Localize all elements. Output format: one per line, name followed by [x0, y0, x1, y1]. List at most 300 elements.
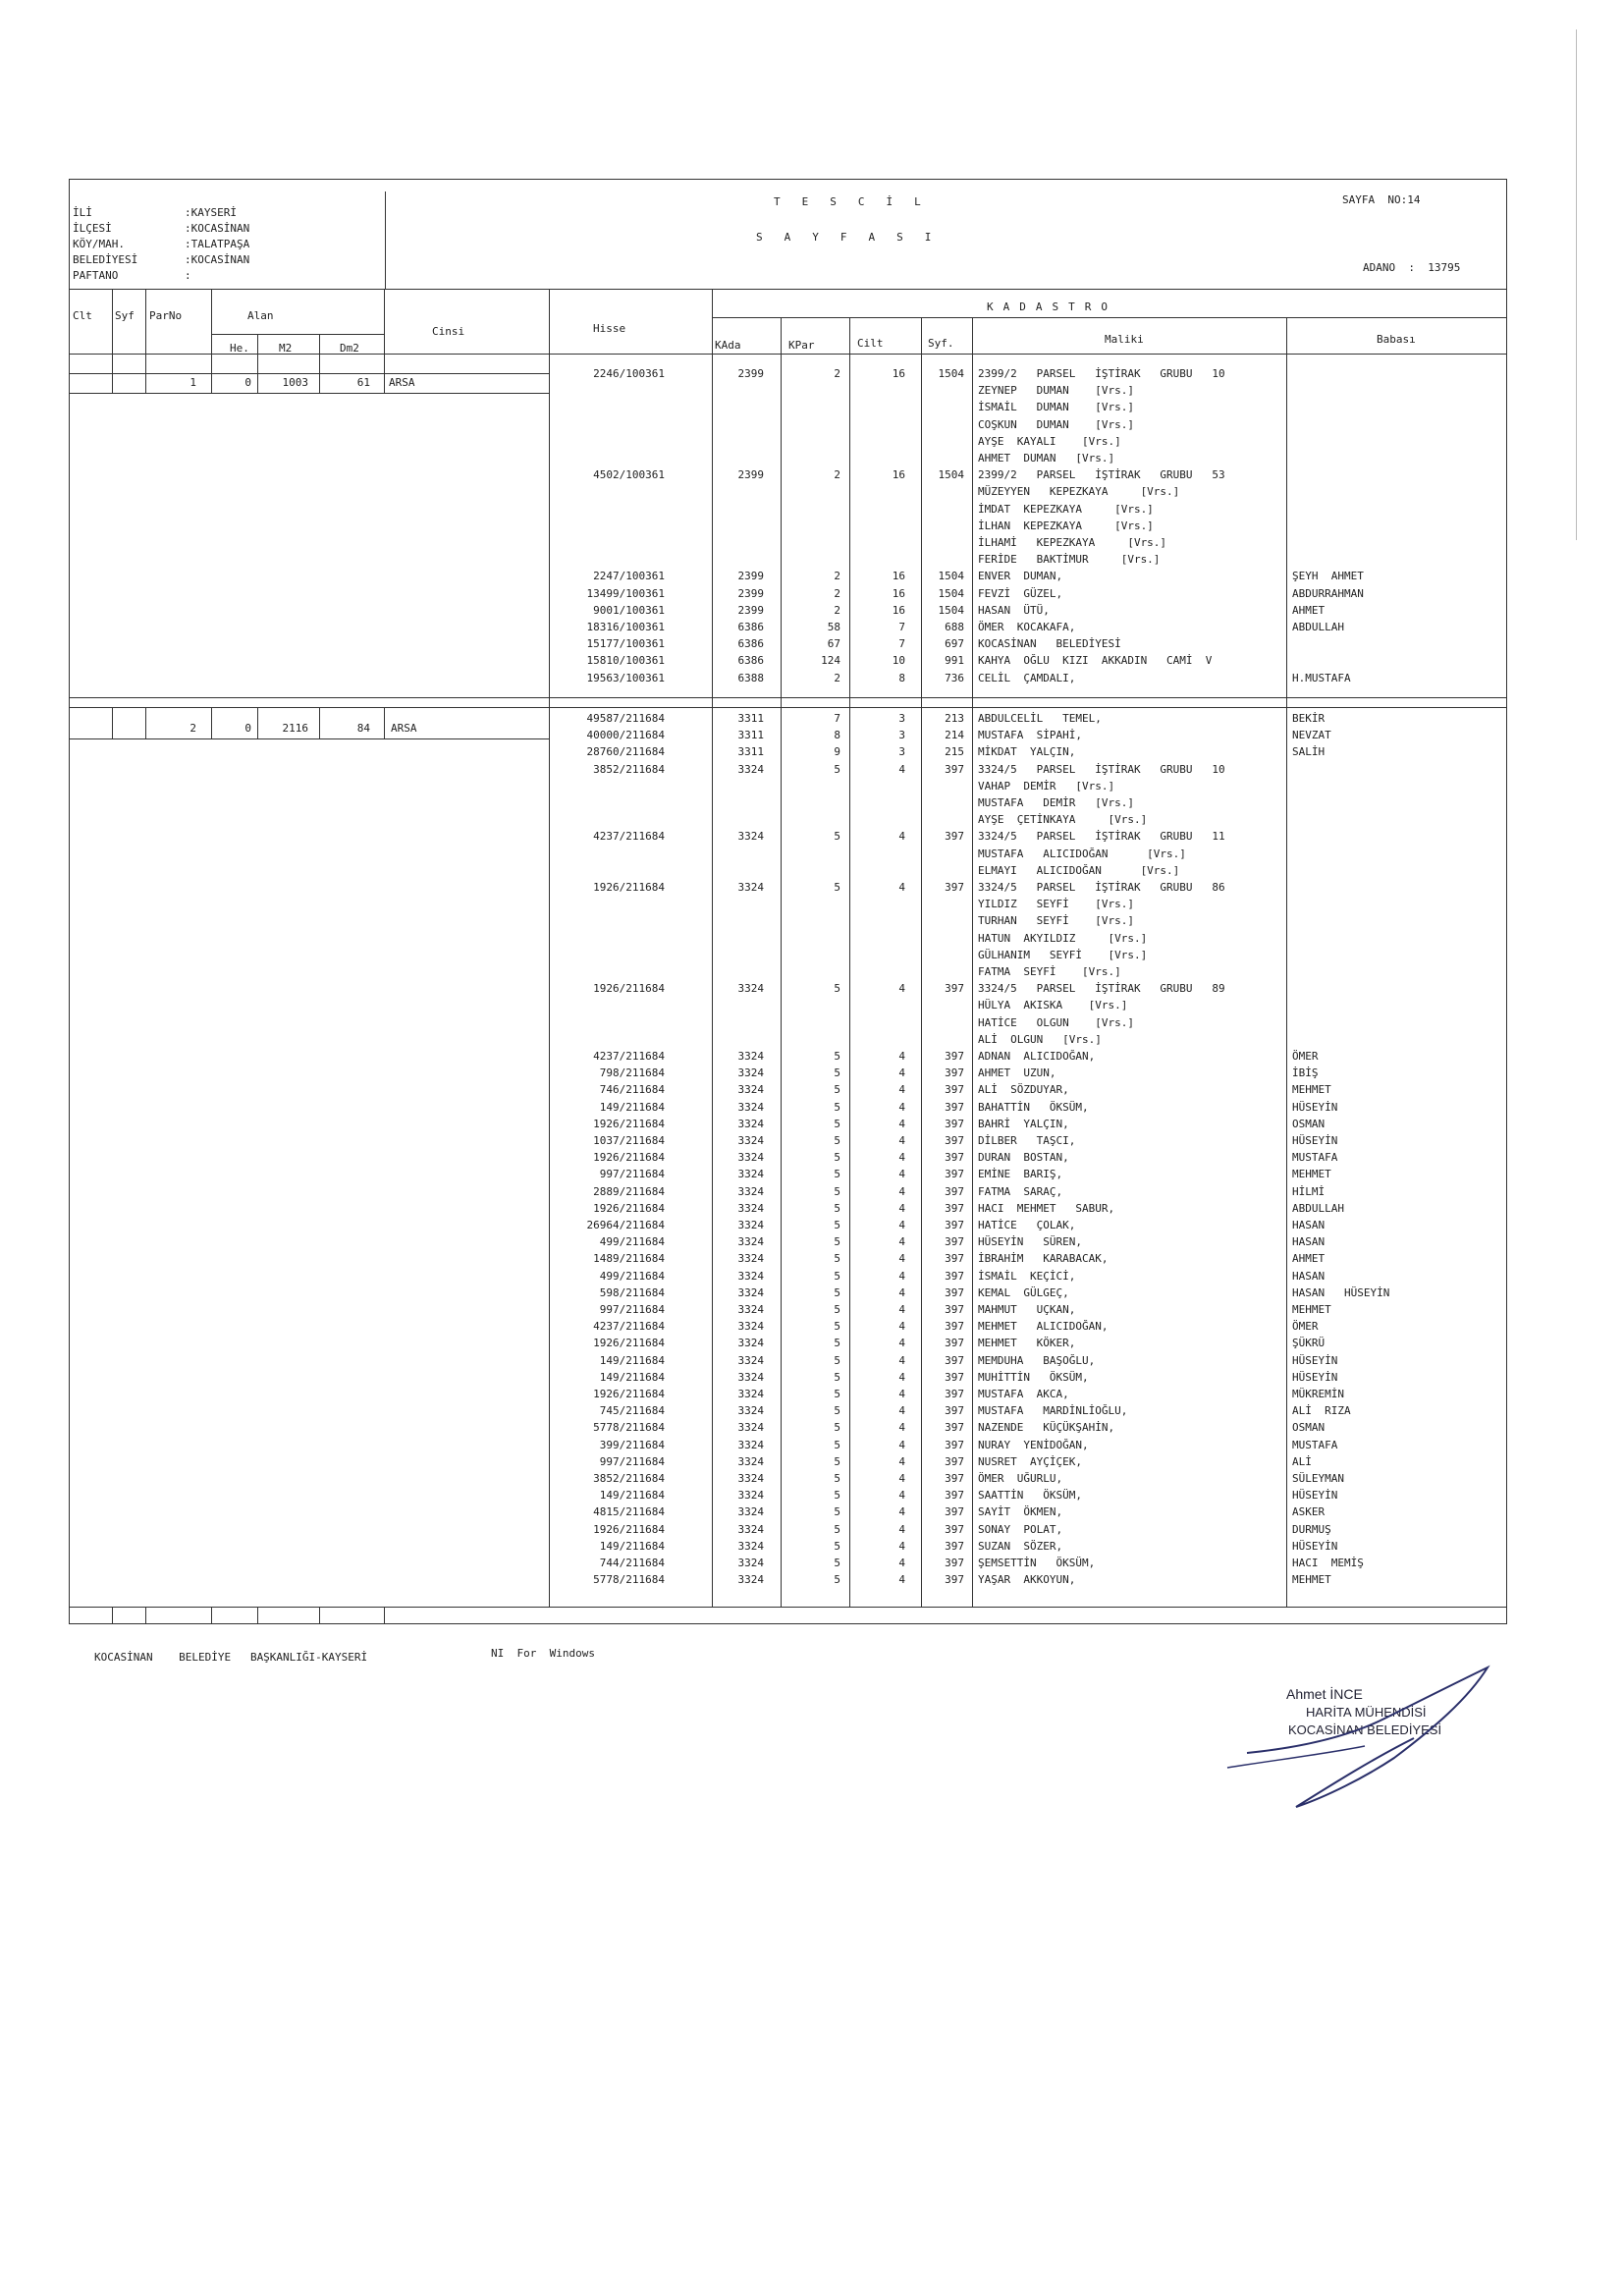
table-cell-maliki: AYŞE ÇETİNKAYA [Vrs.] [978, 813, 1148, 827]
table-cell-syf: 397 [945, 1337, 964, 1350]
table-cell-maliki: ALİ OLGUN [Vrs.] [978, 1032, 1102, 1046]
col-line [145, 1607, 146, 1624]
table-cell-kpar: 5 [834, 881, 840, 894]
table-cell-cilt: 4 [898, 1100, 905, 1114]
table-cell-maliki: DİLBER TAŞCI, [978, 1134, 1076, 1147]
table-cell-syf: 397 [945, 881, 964, 894]
pafta-label: PAFTANO [73, 269, 119, 282]
table-cell-babasi: AHMET [1292, 603, 1326, 617]
table-cell-babasi: HÜSEYİN [1292, 1539, 1338, 1553]
table-cell-syf: 1504 [938, 570, 964, 583]
table-cell-babasi: ALİ RIZA [1292, 1404, 1351, 1418]
table-cell-maliki: NAZENDE KÜÇÜKŞAHİN, [978, 1421, 1115, 1435]
table-cell-babasi: ŞÜKRÜ [1292, 1337, 1326, 1350]
col-line [712, 289, 713, 1607]
table-cell-babasi: NEVZAT [1292, 729, 1331, 742]
table-cell-syf: 1504 [938, 367, 964, 380]
table-cell-syf: 397 [945, 1050, 964, 1063]
table-cell-kada: 2399 [737, 468, 764, 482]
table-cell-kada: 2399 [737, 603, 764, 617]
table-cell-maliki: KEMAL GÜLGEÇ, [978, 1285, 1069, 1299]
table-cell-kada: 2399 [737, 570, 764, 583]
table-cell-maliki: NUSRET AYÇİÇEK, [978, 1454, 1082, 1468]
table-cell-kpar: 5 [834, 1320, 840, 1334]
table-cell-hisse: 49587/211684 [586, 712, 665, 725]
table-cell-maliki: ALİ SÖZDUYAR, [978, 1083, 1069, 1097]
page-edge-line [1576, 29, 1577, 540]
table-cell-maliki: HÜSEYİN SÜREN, [978, 1235, 1082, 1249]
table-cell-kpar: 5 [834, 1066, 840, 1080]
table-cell-cilt: 4 [898, 1505, 905, 1519]
table-cell-babasi: HÜSEYİN [1292, 1370, 1338, 1384]
table-cell-hisse: 4237/211684 [593, 1320, 665, 1334]
parcel1-row-rule [69, 373, 550, 374]
table-cell-hisse: 5778/211684 [593, 1421, 665, 1435]
table-cell-syf: 397 [945, 1438, 964, 1451]
table-cell-cilt: 4 [898, 881, 905, 894]
title-tescil: TESCİL [774, 195, 943, 208]
table-cell-kpar: 5 [834, 1489, 840, 1503]
table-cell-syf: 397 [945, 1201, 964, 1215]
table-cell-kada: 3324 [737, 1438, 764, 1451]
table-cell-cilt: 4 [898, 982, 905, 996]
table-cell-hisse: 4237/211684 [593, 1050, 665, 1063]
table-cell-kada: 3324 [737, 1522, 764, 1536]
table-cell-maliki: SONAY POLAT, [978, 1522, 1063, 1536]
col-line [112, 1607, 113, 1624]
table-cell-hisse: 3852/211684 [593, 1472, 665, 1485]
table-cell-cilt: 8 [898, 671, 905, 684]
parcel1-m2: 1003 [282, 376, 308, 389]
stamp-title: HARİTA MÜHENDİSİ [1306, 1705, 1427, 1720]
table-cell-babasi: HÜSEYİN [1292, 1353, 1338, 1367]
table-cell-maliki: 2399/2 PARSEL İŞTİRAK GRUBU 53 [978, 468, 1225, 482]
table-cell-hisse: 5778/211684 [593, 1573, 665, 1587]
table-cell-hisse: 19563/100361 [586, 671, 665, 684]
table-cell-babasi: HASAN [1292, 1269, 1326, 1283]
table-cell-babasi: ALİ [1292, 1454, 1312, 1468]
table-cell-maliki: MUHİTTİN ÖKSÜM, [978, 1370, 1089, 1384]
kadastro-rule [712, 317, 1507, 318]
table-cell-maliki: BAHRİ YALÇIN, [978, 1117, 1069, 1130]
table-cell-babasi: HÜSEYİN [1292, 1134, 1338, 1147]
belediye-value: :KOCASİNAN [185, 253, 250, 266]
table-cell-hisse: 499/211684 [599, 1235, 665, 1249]
parcel1-row-rule2 [69, 393, 550, 394]
table-cell-cilt: 3 [898, 712, 905, 725]
table-cell-syf: 397 [945, 762, 964, 776]
table-cell-syf: 397 [945, 1454, 964, 1468]
table-cell-maliki: MUSTAFA MARDİNLİOĞLU, [978, 1404, 1128, 1418]
table-cell-babasi: BEKİR [1292, 712, 1326, 725]
table-cell-kada: 3324 [737, 1353, 764, 1367]
table-cell-maliki: GÜLHANIM SEYFİ [Vrs.] [978, 948, 1148, 961]
table-cell-kada: 3324 [737, 1320, 764, 1334]
table-cell-syf: 397 [945, 1219, 964, 1231]
table-cell-maliki: 3324/5 PARSEL İŞTİRAK GRUBU 89 [978, 982, 1225, 996]
table-cell-cilt: 16 [892, 603, 905, 617]
table-cell-syf: 697 [945, 637, 964, 651]
table-cell-cilt: 4 [898, 1219, 905, 1231]
table-cell-hisse: 4815/211684 [593, 1505, 665, 1519]
il-value: :KAYSERİ [185, 206, 237, 219]
col-clt: Clt [73, 309, 92, 322]
table-cell-babasi: DURMUŞ [1292, 1522, 1331, 1536]
table-cell-cilt: 4 [898, 830, 905, 844]
table-cell-babasi: MUSTAFA [1292, 1151, 1338, 1165]
table-cell-syf: 397 [945, 1269, 964, 1283]
table-cell-cilt: 4 [898, 1269, 905, 1283]
table-cell-kada: 3324 [737, 1505, 764, 1519]
table-cell-maliki: MUSTAFA AKCA, [978, 1388, 1069, 1400]
table-cell-kada: 3324 [737, 1201, 764, 1215]
table-cell-maliki: ŞEMSETTİN ÖKSÜM, [978, 1557, 1096, 1569]
table-cell-kpar: 5 [834, 1454, 840, 1468]
col-line [211, 707, 212, 738]
table-cell-babasi: ASKER [1292, 1505, 1326, 1519]
alan-rule [211, 334, 384, 335]
table-cell-hisse: 1926/211684 [593, 1388, 665, 1400]
table-cell-hisse: 1037/211684 [593, 1134, 665, 1147]
table-cell-cilt: 4 [898, 1050, 905, 1063]
table-cell-kpar: 5 [834, 1337, 840, 1350]
table-cell-cilt: 4 [898, 1388, 905, 1400]
col-m2: M2 [279, 342, 293, 355]
table-cell-babasi: HÜSEYİN [1292, 1100, 1338, 1114]
table-cell-kpar: 2 [834, 468, 840, 482]
table-cell-syf: 397 [945, 1421, 964, 1435]
table-cell-syf: 397 [945, 1557, 964, 1569]
table-cell-syf: 397 [945, 830, 964, 844]
table-cell-maliki: İBRAHİM KARABACAK, [978, 1252, 1109, 1266]
table-cell-kada: 6386 [737, 654, 764, 668]
table-cell-kada: 3324 [737, 1083, 764, 1097]
table-cell-syf: 397 [945, 1252, 964, 1266]
table-cell-cilt: 4 [898, 1557, 905, 1569]
table-cell-maliki: HASAN ÜTÜ, [978, 603, 1050, 617]
table-cell-babasi: ABDULLAH [1292, 1201, 1344, 1215]
table-cell-babasi: HÜSEYİN [1292, 1489, 1338, 1503]
table-cell-kada: 3324 [737, 1184, 764, 1198]
table-cell-kpar: 2 [834, 671, 840, 684]
table-cell-babasi: MEHMET [1292, 1168, 1331, 1181]
table-cell-cilt: 16 [892, 586, 905, 600]
table-cell-kada: 3324 [737, 762, 764, 776]
table-cell-hisse: 2246/100361 [593, 367, 665, 380]
col-line [211, 289, 212, 393]
table-cell-babasi: SALİH [1292, 745, 1326, 759]
table-cell-hisse: 149/211684 [599, 1100, 665, 1114]
table-cell-maliki: YAŞAR AKKOYUN, [978, 1573, 1076, 1587]
table-cell-babasi: ÖMER [1292, 1050, 1319, 1063]
col-line [145, 707, 146, 738]
table-cell-kada: 3324 [737, 1050, 764, 1063]
stamp-org: KOCASİNAN BELEDİYESİ [1288, 1722, 1442, 1737]
ilce-label: İLÇESİ [73, 222, 112, 235]
table-cell-maliki: TURHAN SEYFİ [Vrs.] [978, 914, 1134, 928]
belediye-label: BELEDİYESİ [73, 253, 138, 266]
table-cell-maliki: MAHMUT UÇKAN, [978, 1303, 1076, 1316]
sayfa-no: SAYFA NO:14 [1342, 193, 1421, 206]
table-cell-hisse: 149/211684 [599, 1370, 665, 1384]
table-cell-maliki: İMDAT KEPEZKAYA [Vrs.] [978, 502, 1154, 516]
table-cell-hisse: 746/211684 [599, 1083, 665, 1097]
table-cell-syf: 397 [945, 1320, 964, 1334]
table-cell-maliki: ÖMER KOCAKAFA, [978, 621, 1076, 633]
col-line [849, 317, 850, 1607]
table-cell-hisse: 1926/211684 [593, 1522, 665, 1536]
col-line [319, 1607, 320, 1624]
table-cell-kada: 3324 [737, 1472, 764, 1485]
il-label: İLİ [73, 206, 92, 219]
table-cell-kada: 3324 [737, 1404, 764, 1418]
table-cell-kpar: 5 [834, 1573, 840, 1587]
table-cell-kada: 3324 [737, 1168, 764, 1181]
table-cell-cilt: 4 [898, 1522, 905, 1536]
table-cell-cilt: 4 [898, 1168, 905, 1181]
table-cell-hisse: 149/211684 [599, 1353, 665, 1367]
table-cell-cilt: 16 [892, 570, 905, 583]
table-cell-syf: 397 [945, 1117, 964, 1130]
table-cell-maliki: İLHAMİ KEPEZKAYA [Vrs.] [978, 536, 1167, 549]
table-cell-syf: 397 [945, 1539, 964, 1553]
stamp-name: Ahmet İNCE [1286, 1686, 1363, 1702]
table-cell-hisse: 28760/211684 [586, 745, 665, 759]
table-cell-cilt: 4 [898, 1117, 905, 1130]
parcel2-dm2: 84 [356, 722, 370, 735]
table-cell-cilt: 7 [898, 637, 905, 651]
col-line [257, 1607, 258, 1624]
table-cell-syf: 397 [945, 1573, 964, 1587]
table-cell-kada: 3324 [737, 1370, 764, 1384]
table-cell-kada: 3324 [737, 1117, 764, 1130]
ada-no: ADANO : 13795 [1363, 261, 1461, 274]
table-cell-maliki: FATMA SEYFİ [Vrs.] [978, 965, 1121, 978]
table-cell-kpar: 124 [821, 654, 840, 668]
table-cell-maliki: İSMAİL DUMAN [Vrs.] [978, 401, 1134, 414]
table-cell-syf: 397 [945, 1184, 964, 1198]
table-cell-hisse: 149/211684 [599, 1539, 665, 1553]
table-cell-kpar: 5 [834, 1050, 840, 1063]
table-cell-kpar: 5 [834, 1285, 840, 1299]
parcel2-cinsi: ARSA [391, 722, 417, 735]
table-cell-syf: 397 [945, 1388, 964, 1400]
table-cell-kpar: 5 [834, 762, 840, 776]
table-cell-hisse: 18316/100361 [586, 621, 665, 633]
table-cell-babasi: MEHMET [1292, 1083, 1331, 1097]
table-cell-maliki: FATMA SARAÇ, [978, 1184, 1063, 1198]
col-line [211, 1607, 212, 1624]
table-cell-syf: 397 [945, 1134, 964, 1147]
col-line [1286, 317, 1287, 1607]
table-cell-hisse: 40000/211684 [586, 729, 665, 742]
table-cell-maliki: 2399/2 PARSEL İŞTİRAK GRUBU 10 [978, 367, 1225, 380]
col-syf: Syf [115, 309, 135, 322]
table-cell-maliki: 3324/5 PARSEL İŞTİRAK GRUBU 86 [978, 881, 1225, 894]
table-cell-syf: 688 [945, 621, 964, 633]
parcel1-cinsi: ARSA [389, 376, 415, 389]
table-cell-syf: 397 [945, 1522, 964, 1536]
table-cell-cilt: 4 [898, 1285, 905, 1299]
table-cell-hisse: 15177/100361 [586, 637, 665, 651]
table-cell-cilt: 4 [898, 1370, 905, 1384]
table-cell-kpar: 5 [834, 1388, 840, 1400]
table-cell-babasi: ABDURRAHMAN [1292, 586, 1364, 600]
table-cell-maliki: ZEYNEP DUMAN [Vrs.] [978, 384, 1134, 398]
table-cell-maliki: NURAY YENİDOĞAN, [978, 1438, 1089, 1451]
table-cell-kpar: 5 [834, 1168, 840, 1181]
signature-stamp [1218, 1660, 1512, 1817]
table-cell-babasi: HASAN HÜSEYİN [1292, 1285, 1390, 1299]
table-cell-maliki: YILDIZ SEYFİ [Vrs.] [978, 898, 1134, 911]
table-cell-maliki: ÖMER UĞURLU, [978, 1472, 1063, 1485]
table-cell-cilt: 4 [898, 1066, 905, 1080]
table-cell-hisse: 499/211684 [599, 1269, 665, 1283]
table-cell-hisse: 3852/211684 [593, 762, 665, 776]
table-cell-kada: 3324 [737, 1337, 764, 1350]
table-cell-hisse: 1926/211684 [593, 1337, 665, 1350]
parcel-separator [69, 697, 1507, 698]
table-cell-kada: 3324 [737, 1285, 764, 1299]
table-cell-hisse: 798/211684 [599, 1066, 665, 1080]
table-cell-babasi: H.MUSTAFA [1292, 671, 1351, 684]
table-cell-syf: 397 [945, 1235, 964, 1249]
bottom-rule [69, 1607, 1507, 1608]
parcel2-m2: 2116 [282, 722, 308, 735]
table-cell-babasi: OSMAN [1292, 1117, 1326, 1130]
table-cell-syf: 1504 [938, 468, 964, 482]
table-cell-syf: 397 [945, 1066, 964, 1080]
table-cell-syf: 1504 [938, 603, 964, 617]
parcel1-dm2: 61 [356, 376, 370, 389]
table-cell-kada: 3311 [737, 729, 764, 742]
table-cell-hisse: 1926/211684 [593, 1201, 665, 1215]
title-sayfasi: SAYFASI [756, 231, 953, 244]
table-cell-kpar: 5 [834, 1252, 840, 1266]
col-cilt: Cilt [857, 337, 884, 350]
table-cell-maliki: ABDULCELİL TEMEL, [978, 712, 1102, 725]
table-cell-syf: 397 [945, 1404, 964, 1418]
table-cell-hisse: 598/211684 [599, 1285, 665, 1299]
footer-office: KOCASİNAN BELEDİYE BAŞKANLIĞI-KAYSERİ [94, 1651, 368, 1664]
table-cell-kada: 2399 [737, 367, 764, 380]
table-cell-kada: 3324 [737, 1252, 764, 1266]
signature-scribble [1247, 1667, 1488, 1807]
table-cell-kpar: 9 [834, 745, 840, 759]
table-cell-hisse: 13499/100361 [586, 586, 665, 600]
table-cell-syf: 397 [945, 1489, 964, 1503]
table-cell-maliki: MUSTAFA DEMİR [Vrs.] [978, 796, 1134, 809]
table-cell-cilt: 4 [898, 1252, 905, 1266]
table-cell-cilt: 16 [892, 468, 905, 482]
table-cell-syf: 397 [945, 1151, 964, 1165]
col-hisse: Hisse [593, 322, 626, 335]
table-cell-hisse: 15810/100361 [586, 654, 665, 668]
table-cell-kada: 3324 [737, 1134, 764, 1147]
table-cell-hisse: 149/211684 [599, 1489, 665, 1503]
table-cell-cilt: 4 [898, 1235, 905, 1249]
table-cell-maliki: MÜZEYYEN KEPEZKAYA [Vrs.] [978, 485, 1180, 499]
col-maliki: Maliki [1105, 333, 1144, 346]
table-cell-kpar: 5 [834, 1438, 840, 1451]
parcel2-parno: 2 [189, 722, 196, 735]
table-cell-maliki: İSMAİL KEÇİCİ, [978, 1269, 1076, 1283]
table-cell-syf: 215 [945, 745, 964, 759]
col-line [972, 317, 973, 1607]
col-line [384, 1607, 385, 1624]
table-cell-babasi: SÜLEYMAN [1292, 1472, 1344, 1485]
table-cell-maliki: ADNAN ALICIDOĞAN, [978, 1050, 1096, 1063]
col-he: He. [230, 342, 249, 355]
table-cell-hisse: 744/211684 [599, 1557, 665, 1569]
table-cell-cilt: 4 [898, 1303, 905, 1316]
table-cell-babasi: HASAN [1292, 1219, 1326, 1231]
table-cell-kada: 3324 [737, 982, 764, 996]
col-line [112, 707, 113, 738]
table-cell-hisse: 1926/211684 [593, 1117, 665, 1130]
col-line [112, 289, 113, 393]
table-cell-babasi: MEHMET [1292, 1573, 1331, 1587]
table-cell-maliki: MUSTAFA SİPAHİ, [978, 729, 1082, 742]
table-cell-kpar: 2 [834, 586, 840, 600]
table-cell-hisse: 745/211684 [599, 1404, 665, 1418]
table-cell-cilt: 4 [898, 1337, 905, 1350]
table-cell-maliki: 3324/5 PARSEL İŞTİRAK GRUBU 11 [978, 830, 1225, 844]
table-cell-cilt: 3 [898, 729, 905, 742]
col-line [781, 317, 782, 1607]
col-line [145, 289, 146, 393]
col-dm2: Dm2 [340, 342, 359, 355]
col-line [384, 289, 385, 393]
table-cell-cilt: 4 [898, 762, 905, 776]
table-cell-hisse: 1489/211684 [593, 1252, 665, 1266]
table-cell-kpar: 5 [834, 1370, 840, 1384]
table-cell-kpar: 2 [834, 570, 840, 583]
col-line [257, 707, 258, 738]
table-cell-maliki: ELMAYI ALICIDOĞAN [Vrs.] [978, 863, 1180, 877]
table-cell-maliki: HATİCE OLGUN [Vrs.] [978, 1015, 1134, 1029]
table-cell-syf: 397 [945, 1285, 964, 1299]
table-cell-maliki: AHMET UZUN, [978, 1066, 1056, 1080]
table-cell-kada: 3324 [737, 881, 764, 894]
table-cell-cilt: 4 [898, 1151, 905, 1165]
table-cell-kpar: 5 [834, 982, 840, 996]
table-cell-hisse: 997/211684 [599, 1303, 665, 1316]
table-cell-kada: 3324 [737, 1151, 764, 1165]
table-cell-kada: 6386 [737, 637, 764, 651]
col-line [319, 707, 320, 738]
table-cell-maliki: AYŞE KAYALI [Vrs.] [978, 434, 1121, 448]
table-cell-maliki: BAHATTİN ÖKSÜM, [978, 1100, 1089, 1114]
table-cell-babasi: MEHMET [1292, 1303, 1331, 1316]
col-kpar: KPar [788, 339, 815, 352]
table-cell-kpar: 5 [834, 1557, 840, 1569]
table-cell-kpar: 5 [834, 1184, 840, 1198]
parcel2-he: 0 [244, 722, 251, 735]
table-cell-hisse: 1926/211684 [593, 1151, 665, 1165]
table-cell-hisse: 4502/100361 [593, 468, 665, 482]
table-cell-kada: 3311 [737, 745, 764, 759]
table-cell-maliki: HACI MEHMET SABUR, [978, 1201, 1115, 1215]
col-kadastro: KADASTRO [987, 301, 1117, 313]
table-cell-babasi: ÖMER [1292, 1320, 1319, 1334]
table-cell-maliki: SAYİT ÖKMEN, [978, 1505, 1063, 1519]
table-cell-babasi: ŞEYH AHMET [1292, 570, 1364, 583]
table-cell-kada: 3324 [737, 1539, 764, 1553]
table-cell-maliki: MEHMET ALICIDOĞAN, [978, 1320, 1109, 1334]
table-cell-maliki: COŞKUN DUMAN [Vrs.] [978, 417, 1134, 431]
col-line [257, 334, 258, 393]
